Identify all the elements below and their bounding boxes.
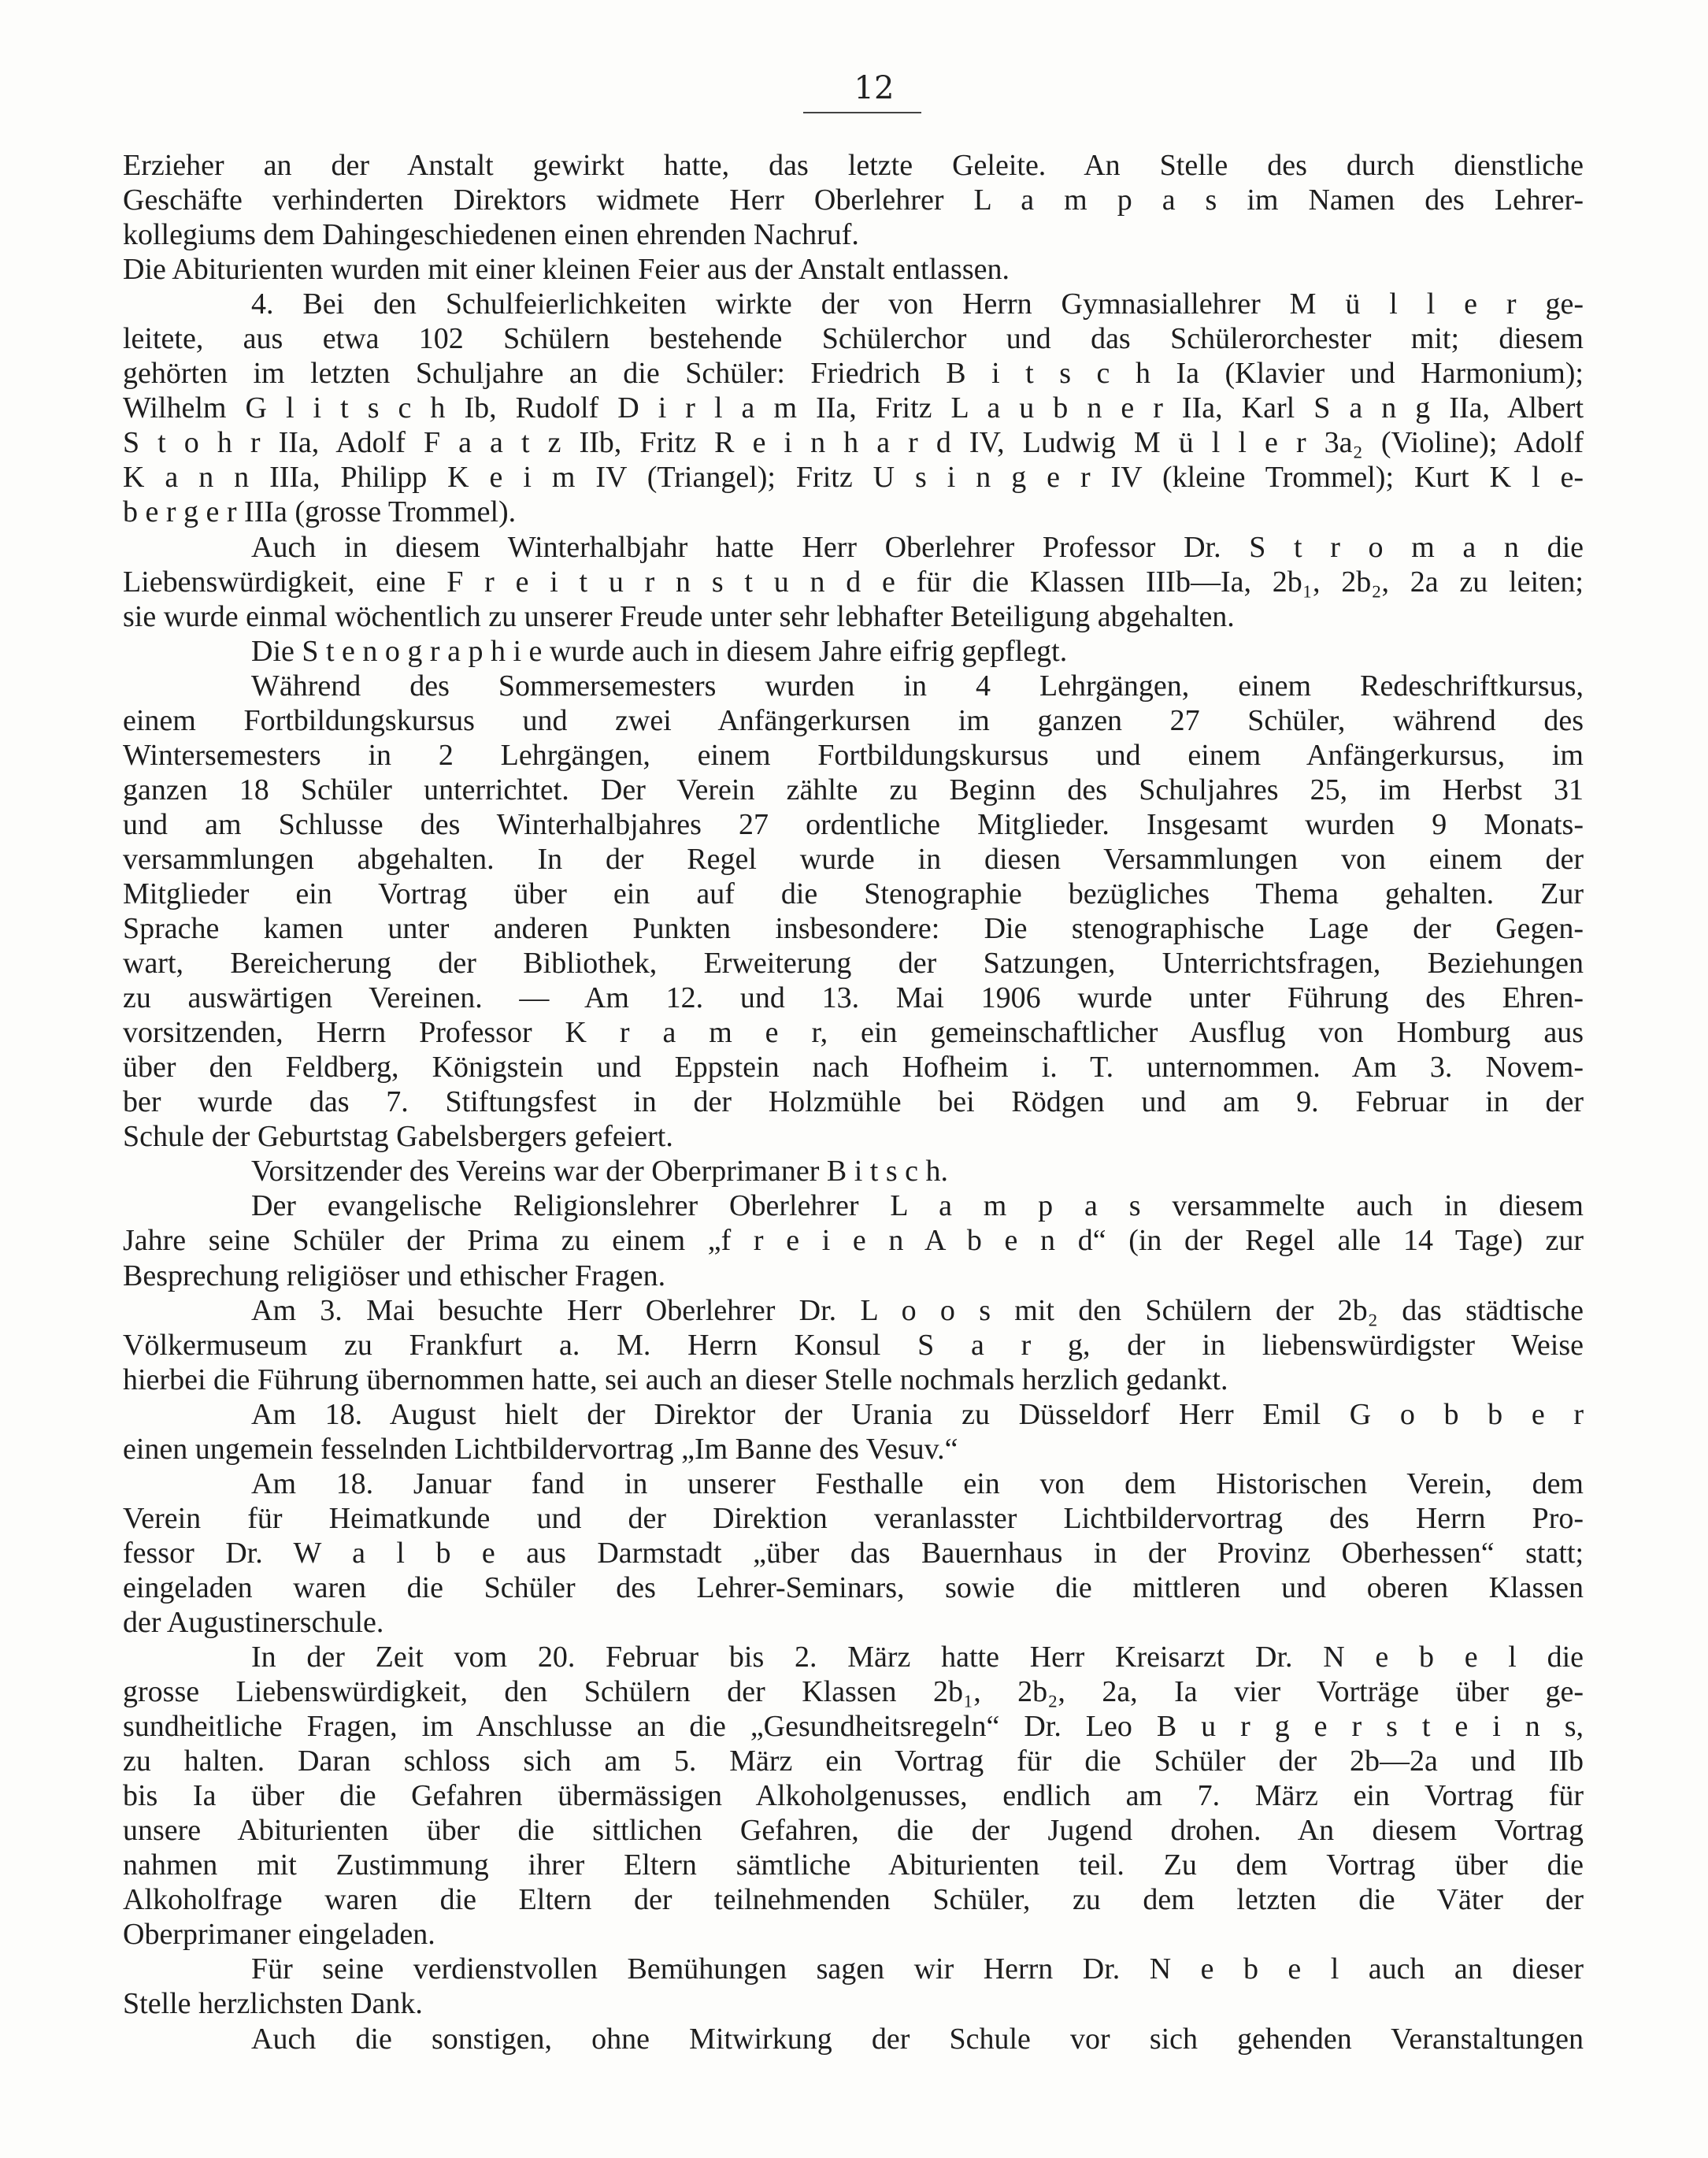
text-line: der Augustinerschule. bbox=[123, 1605, 384, 1639]
text-line: In der Zeit vom 20. Februar bis 2. März hatte Herr Kreisarzt Dr. N e b e l die bbox=[251, 1641, 1584, 1674]
text-line: zu auswärtigen Vereinen. — Am 12. und 13. Mai 1906 wurde unter Führung des Ehren- bbox=[123, 981, 1584, 1015]
body-text bbox=[123, 148, 1584, 2056]
text-line: wart, Bereicherung der Bibliothek, Erweiterung der Satzungen, Unterrichtsfragen, Beziehungen bbox=[123, 947, 1584, 981]
text-line: Sprache kamen unter anderen Punkten insbesondere: Die stenographische Lage der Gegen- bbox=[123, 912, 1584, 946]
text-line: einen ungemein fesselnden Lichtbildervortrag „Im Banne des Vesuv.“ bbox=[123, 1432, 958, 1466]
text-line: Für seine verdienstvollen Bemühungen sagen wir Herrn Dr. N e b e l auch an dieser bbox=[251, 1952, 1584, 1986]
text-line: eingeladen waren die Schüler des Lehrer-Seminars, sowie die mittleren und oberen Klassen bbox=[123, 1570, 1584, 1604]
text-line: ganzen 18 Schüler unterrichtet. Der Verein zählte zu Beginn des Schuljahres 25, im Herbst 31 bbox=[123, 773, 1584, 806]
text-line: Stelle herzlichsten Dank. bbox=[123, 1987, 423, 2021]
text-line: sundheitliche Fragen, im Anschlusse an die „Gesundheitsregeln“ Dr. Leo B u r g e r s t e i n s, bbox=[123, 1710, 1584, 1744]
text-line: leitete, aus etwa 102 Schülern bestehende Schülerchor und das Schülerorchester mit; diesem bbox=[123, 322, 1584, 356]
text-line: Schule der Geburtstag Gabelsbergers gefeiert. bbox=[123, 1120, 673, 1154]
text-line: Jahre seine Schüler der Prima zu einem „f r e i e n A b e n d“ (in der Regel alle 14 Tage) zur bbox=[123, 1224, 1584, 1258]
text-line: vorsitzenden, Herrn Professor K r a m e r, ein gemeinschaftlicher Ausflug von Homburg aus bbox=[123, 1016, 1584, 1050]
text-line: Wilhelm G l i t s c h Ib, Rudolf D i r l a m IIa, Fritz L a u b n e r IIa, Karl S a n g IIa, Albert bbox=[123, 391, 1584, 425]
text-line: kollegiums dem Dahingeschiedenen einen ehrenden Nachruf. bbox=[123, 218, 859, 252]
text-line: Auch die sonstigen, ohne Mitwirkung der Schule vor sich gehenden Veranstaltungen bbox=[251, 2022, 1584, 2056]
text-line: Verein für Heimatkunde und der Direktion veranlasster Lichtbildervortrag des Herrn Pro- bbox=[123, 1501, 1584, 1535]
text-line: fessor Dr. W a l b e aus Darmstadt „über das Bauernhaus in der Provinz Oberhessen“ statt; bbox=[123, 1536, 1584, 1570]
text-line: Liebenswürdigkeit, eine F r e i t u r n s t u n d e für die Klassen IIIb—Ia, 2b₁, 2b₂, 2a zu leiten; bbox=[123, 565, 1584, 599]
text-line: 4. Bei den Schulfeierlichkeiten wirkte der von Herrn Gymnasiallehrer M ü l l e r ge- bbox=[251, 287, 1584, 321]
text-line: Besprechung religiöser und ethischer Fragen. bbox=[123, 1259, 666, 1292]
text-line: Oberprimaner eingeladen. bbox=[123, 1918, 435, 1952]
text-line: Die Abiturienten wurden mit einer kleinen Feier aus der Anstalt entlassen. bbox=[123, 253, 1010, 287]
text-line: bis Ia über die Gefahren übermässigen Alkoholgenusses, endlich am 7. März ein Vortrag für bbox=[123, 1779, 1584, 1813]
text-line: Am 18. Januar fand in unserer Festhalle ein von dem Historischen Verein, dem bbox=[251, 1466, 1584, 1500]
text-line: Während des Sommersemesters wurden in 4 Lehrgängen, einem Redeschriftkursus, bbox=[251, 669, 1584, 703]
text-line: und am Schlusse des Winterhalbjahres 27 ordentliche Mitglieder. Insgesamt wurden 9 Monats- bbox=[123, 807, 1584, 841]
text-line: K a n n IIIa, Philipp K e i m IV (Triangel); Fritz U s i n g e r IV (kleine Trommel); Kurt K l e- bbox=[123, 461, 1584, 495]
text-line: Am 3. Mai besuchte Herr Oberlehrer Dr. L o o s mit den Schülern der 2b₂ das städtische bbox=[251, 1293, 1584, 1327]
text-line: Am 18. August hielt der Direktor der Urania zu Düsseldorf Herr Emil G o b b e r bbox=[251, 1397, 1584, 1431]
page-number-rule bbox=[803, 112, 921, 113]
text-line: hierbei die Führung übernommen hatte, sei auch an dieser Stelle nochmals herzlich gedankt. bbox=[123, 1363, 1228, 1396]
text-line: S t o h r IIa, Adolf F a a t z IIb, Fritz R e i n h a r d IV, Ludwig M ü l l e r 3a₂ (Violine); Adolf bbox=[123, 426, 1584, 460]
text-line: Auch in diesem Winterhalbjahr hatte Herr Oberlehrer Professor Dr. S t r o m a n die bbox=[251, 530, 1584, 564]
text-line: sie wurde einmal wöchentlich zu unserer Freude unter sehr lebhafter Beteiligung abgehalten. bbox=[123, 599, 1235, 633]
page-number: 12 bbox=[854, 70, 895, 106]
text-line: Geschäfte verhinderten Direktors widmete Herr Oberlehrer L a m p a s im Namen des Lehrer- bbox=[123, 184, 1584, 217]
text-line: Wintersemesters in 2 Lehrgängen, einem Fortbildungskursus und einem Anfängerkursus, im bbox=[123, 738, 1584, 772]
text-line: Der evangelische Religionslehrer Oberlehrer L a m p a s versammelte auch in diesem bbox=[251, 1189, 1584, 1223]
text-line: Mitglieder ein Vortrag über ein auf die Stenographie bezügliches Thema gehalten. Zur bbox=[123, 877, 1584, 910]
text-line: ber wurde das 7. Stiftungsfest in der Holzmühle bei Rödgen und am 9. Februar in der bbox=[123, 1085, 1584, 1119]
text-line: gehörten im letzten Schuljahre an die Schüler: Friedrich B i t s c h Ia (Klavier und Harmonium); bbox=[123, 357, 1584, 391]
text-line: grosse Liebenswürdigkeit, den Schülern der Klassen 2b₁, 2b₂, 2a, Ia vier Vorträge über ge- bbox=[123, 1675, 1584, 1709]
text-line: b e r g e r IIIa (grosse Trommel). bbox=[123, 495, 517, 529]
text-line: Erzieher an der Anstalt gewirkt hatte, das letzte Geleite. An Stelle des durch dienstliche bbox=[123, 149, 1584, 182]
text-line: versammlungen abgehalten. In der Regel wurde in diesen Versammlungen von einem der bbox=[123, 842, 1584, 876]
text-line: Vorsitzender des Vereins war der Oberprimaner B i t s c h. bbox=[251, 1155, 949, 1188]
text-line: unsere Abiturienten über die sittlichen Gefahren, die der Jugend drohen. An diesem Vortrag bbox=[123, 1814, 1584, 1848]
text-line: nahmen mit Zustimmung ihrer Eltern sämtliche Abiturienten teil. Zu dem Vortrag über die bbox=[123, 1848, 1584, 1882]
text-line: Alkoholfrage waren die Eltern der teilnehmenden Schüler, zu dem letzten die Väter der bbox=[123, 1883, 1584, 1917]
text-line: einem Fortbildungskursus und zwei Anfängerkursen im ganzen 27 Schüler, während des bbox=[123, 703, 1584, 737]
text-line: über den Feldberg, Königstein und Eppstein nach Hofheim i. T. unternommen. Am 3. Novem- bbox=[123, 1051, 1584, 1085]
text-line: zu halten. Daran schloss sich am 5. März ein Vortrag für die Schüler der 2b—2a und IIb bbox=[123, 1745, 1584, 1778]
text-line: Völkermuseum zu Frankfurt a. M. Herrn Konsul S a r g, der in liebenswürdigster Weise bbox=[123, 1328, 1584, 1362]
text-line: Die S t e n o g r a p h i e wurde auch in diesem Jahre eifrig gepflegt. bbox=[251, 634, 1068, 668]
